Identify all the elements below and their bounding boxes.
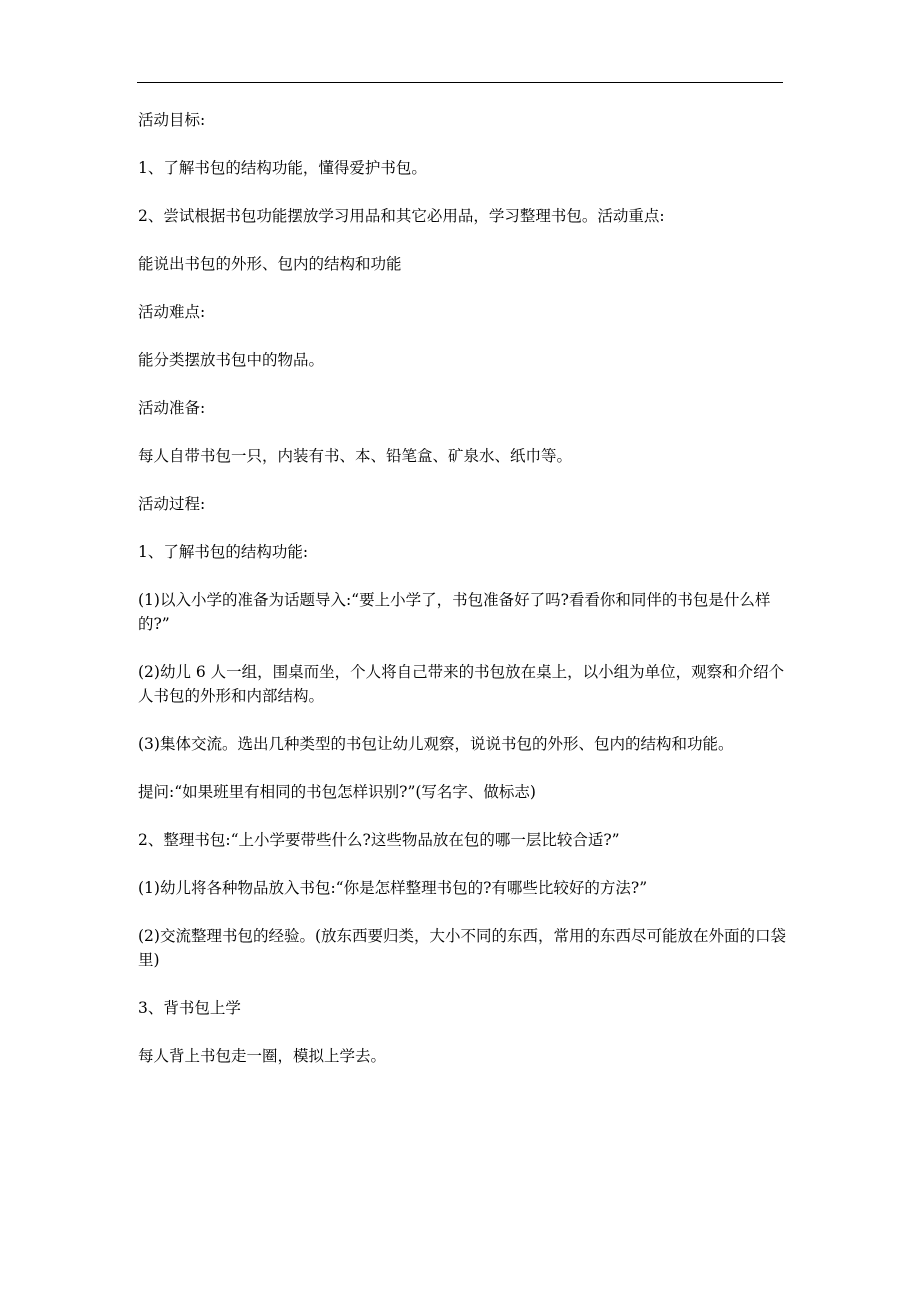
process-step-2: 2、整理书包:“上小学要带些什么?这些物品放在包的哪一层比较合适?”	[138, 831, 620, 849]
heading-difficulty: 活动难点:	[138, 303, 206, 321]
process-step-3-text: 每人背上书包走一圈，模拟上学去。	[138, 1047, 387, 1065]
process-step-2-a: (1)幼儿将各种物品放入书包:“你是怎样整理书包的?有哪些比较好的方法?”	[138, 879, 648, 897]
goal-item-1: 1、了解书包的结构功能，懂得爱护书包。	[138, 159, 427, 177]
process-question: 提问:“如果班里有相同的书包怎样识别?”(写名字、做标志)	[138, 783, 536, 801]
difficulty-text: 能分类摆放书包中的物品。	[138, 351, 325, 369]
document-body	[138, 108, 786, 1092]
heading-goals: 活动目标:	[138, 111, 206, 129]
process-step-1-a: (1)以入小学的准备为话题导入:“要上小学了，书包准备好了吗?看看你和同伴的书包是什么样的?”	[138, 591, 771, 633]
header-rule	[137, 82, 783, 83]
heading-process: 活动过程:	[138, 495, 206, 513]
key-point-text: 能说出书包的外形、包内的结构和功能	[138, 255, 402, 273]
process-step-2-b: (2)交流整理书包的经验。(放东西要归类，大小不同的东西，常用的东西尽可能放在外面的口袋里)	[138, 927, 787, 969]
heading-preparation: 活动准备:	[138, 399, 206, 417]
process-step-1: 1、了解书包的结构功能:	[138, 543, 309, 561]
preparation-text: 每人自带书包一只，内装有书、本、铅笔盒、矿泉水、纸巾等。	[138, 447, 573, 465]
goal-item-2: 2、尝试根据书包功能摆放学习用品和其它必用品，学习整理书包。活动重点:	[138, 207, 665, 225]
process-step-1-b: (2)幼儿 6 人一组，围桌而坐，个人将自己带来的书包放在桌上，以小组为单位，观察和介绍个人书包的外形和内部结构。	[138, 663, 785, 705]
process-step-1-c: (3)集体交流。选出几种类型的书包让幼儿观察，说说书包的外形、包内的结构和功能。	[138, 735, 734, 753]
process-step-3: 3、背书包上学	[138, 999, 241, 1017]
